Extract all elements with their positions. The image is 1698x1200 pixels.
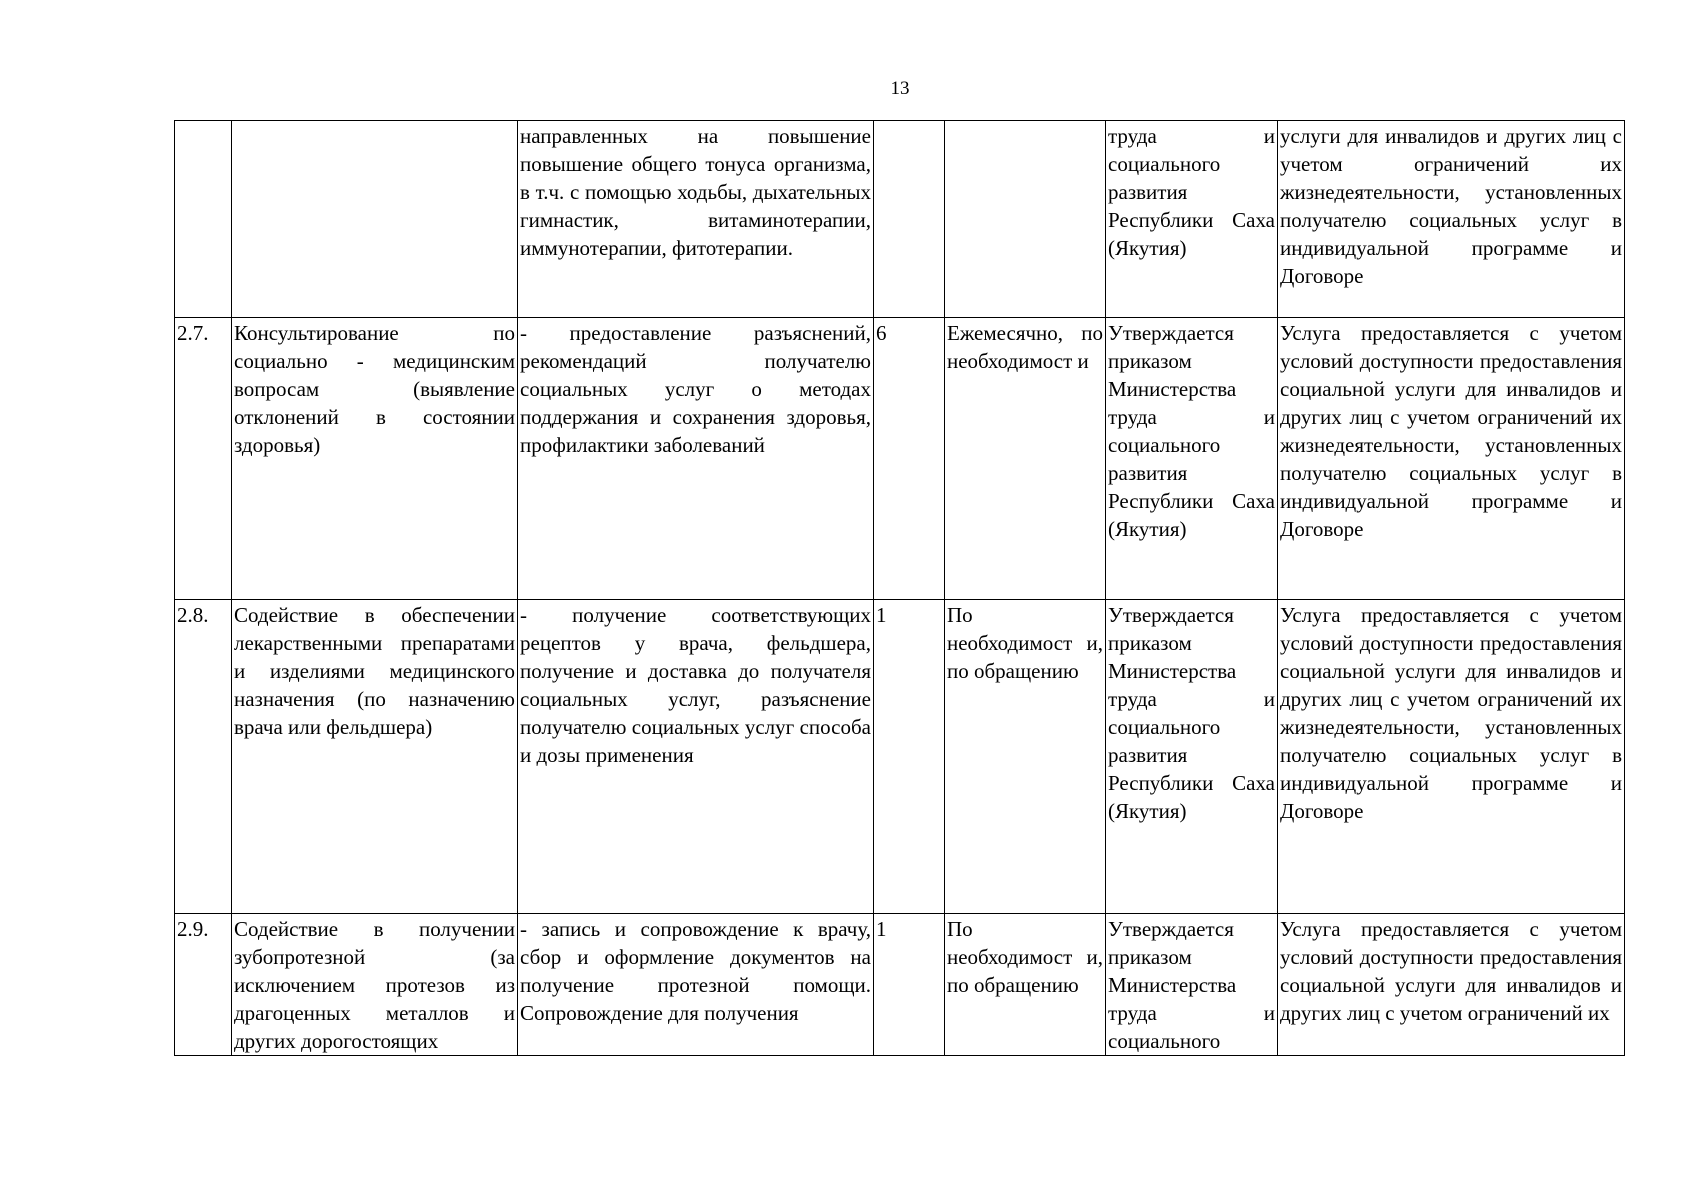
table-row <box>175 914 1625 1056</box>
service-quantity-cell: 1 <box>874 600 945 914</box>
service-name-cell <box>232 121 518 318</box>
service-conditions-cell: Услуга предоставляется с учетом условий доступности предоставления социальной услуги для инвалидов и других лиц с учетом ограничений их жизнедеятельности, установленных получателю социальных услуг в индивидуальной программе и Договоре <box>1278 318 1625 600</box>
service-description-cell: - предоставление разъяснений, рекомендаций получателю социальных услуг о методах поддержания и сохранения здоровья, профилактики заболеваний <box>518 318 874 600</box>
service-number-cell: 2.9. <box>175 914 232 1056</box>
service-approval-cell: Утверждается приказом Министерства труда и социального <box>1106 914 1278 1056</box>
table-row <box>175 121 1625 318</box>
page-number: 13 <box>890 78 910 99</box>
service-frequency-cell: По необходимост и, по обращению <box>945 600 1106 914</box>
service-approval-cell: Утверждается приказом Министерства труда и социального развития Республики Саха (Якутия) <box>1106 318 1278 600</box>
service-quantity-cell <box>874 121 945 318</box>
table-row <box>175 600 1625 914</box>
service-approval-cell: Утверждается приказом Министерства труда и социального развития Республики Саха (Якутия) <box>1106 600 1278 914</box>
table-row <box>175 318 1625 600</box>
service-quantity-cell: 1 <box>874 914 945 1056</box>
service-conditions-cell: Услуга предоставляется с учетом условий доступности предоставления социальной услуги для инвалидов и других лиц с учетом ограничений их <box>1278 914 1625 1056</box>
service-frequency-cell: Ежемесячно, по необходимост и <box>945 318 1106 600</box>
service-name-cell: Содействие в получении зубопротезной (за исключением протезов из драгоценных металлов и других дорогостоящих <box>232 914 518 1056</box>
service-name-cell: Консультирование по социально - медицинским вопросам (выявление отклонений в состоянии здоровья) <box>232 318 518 600</box>
service-number-cell: 2.7. <box>175 318 232 600</box>
service-number-cell <box>175 121 232 318</box>
service-quantity-cell: 6 <box>874 318 945 600</box>
services-table <box>174 120 1625 1056</box>
service-description-cell: - запись и сопровождение к врачу, сбор и оформление документов на получение протезной помощи. Сопровождение для получения <box>518 914 874 1056</box>
service-frequency-cell <box>945 121 1106 318</box>
service-description-cell: направленных на повышение повышение общего тонуса организма, в т.ч. с помощью ходьбы, дыхательных гимнастик, витаминотерапии, иммунотерапии, фитотерапии. <box>518 121 874 318</box>
service-description-cell: - получение соответствующих рецептов у врача, фельдшера, получение и доставка до получателя социальных услуг, разъяснение получателю социальных услуг способа и дозы применения <box>518 600 874 914</box>
service-conditions-cell: услуги для инвалидов и других лиц с учетом ограничений их жизнедеятельности, установленных получателю социальных услуг в индивидуальной программе и Договоре <box>1278 121 1625 318</box>
service-approval-cell: труда и социального развития Республики Саха (Якутия) <box>1106 121 1278 318</box>
service-number-cell: 2.8. <box>175 600 232 914</box>
service-name-cell: Содействие в обеспечении лекарственными препаратами и изделиями медицинского назначения (по назначению врача или фельдшера) <box>232 600 518 914</box>
service-frequency-cell: По необходимост и, по обращению <box>945 914 1106 1056</box>
service-conditions-cell: Услуга предоставляется с учетом условий доступности предоставления социальной услуги для инвалидов и других лиц с учетом ограничений их жизнедеятельности, установленных получателю социальных услуг в индивидуальной программе и Договоре <box>1278 600 1625 914</box>
